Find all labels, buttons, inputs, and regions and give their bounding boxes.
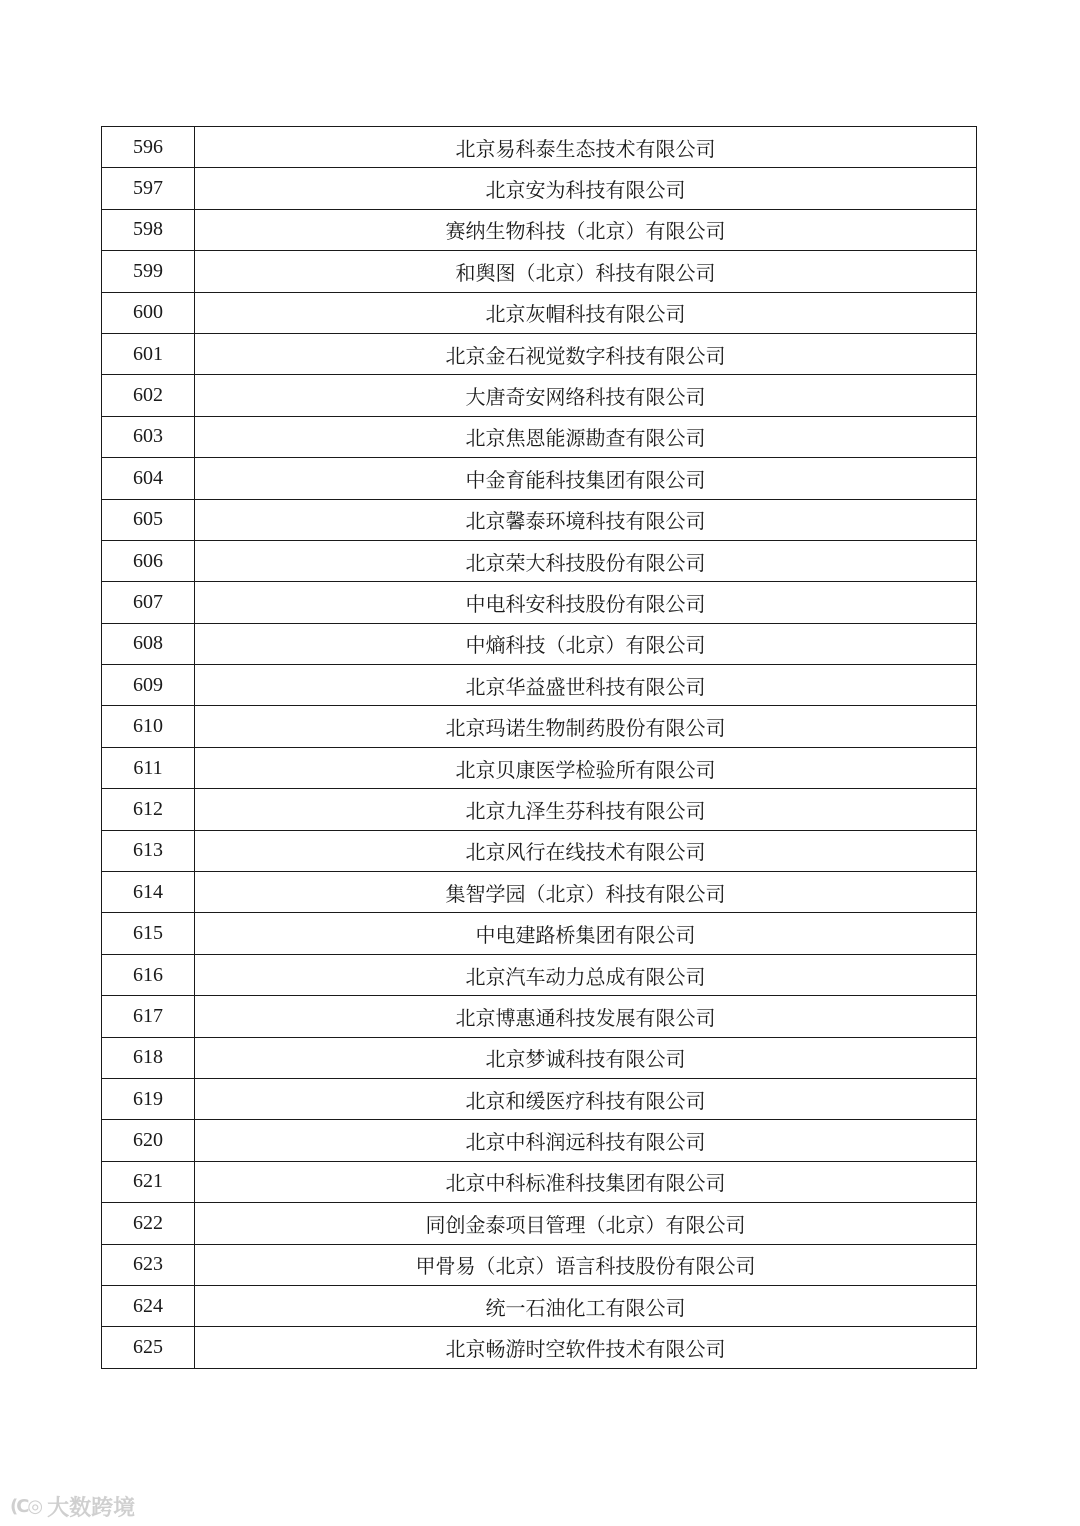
company-name: 和舆图（北京）科技有限公司 <box>195 251 977 292</box>
watermark-text: 大数跨境 <box>47 1496 136 1521</box>
table-row <box>102 127 977 168</box>
company-name: 北京易科泰生态技术有限公司 <box>195 127 977 168</box>
table-row <box>102 1203 977 1244</box>
row-number: 600 <box>102 292 195 333</box>
company-name: 北京梦诚科技有限公司 <box>195 1037 977 1078</box>
company-name: 中电建路桥集团有限公司 <box>195 913 977 954</box>
row-number: 612 <box>102 789 195 830</box>
table-row <box>102 623 977 664</box>
row-number: 597 <box>102 168 195 209</box>
row-number: 614 <box>102 872 195 913</box>
row-number: 619 <box>102 1078 195 1119</box>
row-number: 620 <box>102 1120 195 1161</box>
table-row <box>102 458 977 499</box>
company-name: 北京风行在线技术有限公司 <box>195 830 977 871</box>
row-number: 607 <box>102 582 195 623</box>
row-number: 598 <box>102 209 195 250</box>
table-row <box>102 333 977 374</box>
company-name: 北京中科标准科技集团有限公司 <box>195 1161 977 1202</box>
table-row <box>102 209 977 250</box>
company-name: 北京九泽生芬科技有限公司 <box>195 789 977 830</box>
company-name: 北京玛诺生物制药股份有限公司 <box>195 706 977 747</box>
row-number: 610 <box>102 706 195 747</box>
company-name: 北京安为科技有限公司 <box>195 168 977 209</box>
row-number: 617 <box>102 996 195 1037</box>
table-row <box>102 292 977 333</box>
row-number: 609 <box>102 665 195 706</box>
table-row <box>102 1078 977 1119</box>
table-row <box>102 747 977 788</box>
table-row <box>102 540 977 581</box>
company-name: 北京荣大科技股份有限公司 <box>195 540 977 581</box>
company-name: 北京贝康医学检验所有限公司 <box>195 747 977 788</box>
row-number: 599 <box>102 251 195 292</box>
row-number: 608 <box>102 623 195 664</box>
company-name: 北京中科润远科技有限公司 <box>195 1120 977 1161</box>
table-row <box>102 416 977 457</box>
company-name: 北京畅游时空软件技术有限公司 <box>195 1327 977 1368</box>
table-row <box>102 168 977 209</box>
company-name: 同创金泰项目管理（北京）有限公司 <box>195 1203 977 1244</box>
company-name: 北京华益盛世科技有限公司 <box>195 665 977 706</box>
row-number: 611 <box>102 747 195 788</box>
table-row <box>102 1037 977 1078</box>
company-name: 北京焦恩能源勘查有限公司 <box>195 416 977 457</box>
table-row <box>102 251 977 292</box>
table-row <box>102 706 977 747</box>
row-number: 622 <box>102 1203 195 1244</box>
company-name: 中电科安科技股份有限公司 <box>195 582 977 623</box>
table-row <box>102 913 977 954</box>
table-body <box>102 127 977 1369</box>
company-list-table <box>101 126 977 1369</box>
table-row <box>102 1244 977 1285</box>
company-name: 集智学园（北京）科技有限公司 <box>195 872 977 913</box>
row-number: 623 <box>102 1244 195 1285</box>
company-name: 北京金石视觉数字科技有限公司 <box>195 333 977 374</box>
company-name: 统一石油化工有限公司 <box>195 1285 977 1326</box>
table-row <box>102 665 977 706</box>
table-row <box>102 499 977 540</box>
row-number: 604 <box>102 458 195 499</box>
table-row <box>102 1285 977 1326</box>
row-number: 601 <box>102 333 195 374</box>
table-row <box>102 1327 977 1368</box>
company-name: 赛纳生物科技（北京）有限公司 <box>195 209 977 250</box>
row-number: 602 <box>102 375 195 416</box>
table-row <box>102 954 977 995</box>
table-row <box>102 1120 977 1161</box>
company-name: 北京灰帽科技有限公司 <box>195 292 977 333</box>
ic-logo-icon: (C◎ <box>10 1496 42 1517</box>
table-row <box>102 375 977 416</box>
row-number: 603 <box>102 416 195 457</box>
table-row <box>102 996 977 1037</box>
row-number: 621 <box>102 1161 195 1202</box>
table-row <box>102 582 977 623</box>
table-row <box>102 1161 977 1202</box>
company-name: 中金育能科技集团有限公司 <box>195 458 977 499</box>
table-row <box>102 789 977 830</box>
row-number: 625 <box>102 1327 195 1368</box>
row-number: 616 <box>102 954 195 995</box>
row-number: 605 <box>102 499 195 540</box>
company-name: 中熵科技（北京）有限公司 <box>195 623 977 664</box>
row-number: 606 <box>102 540 195 581</box>
watermark <box>10 1491 135 1522</box>
company-name: 北京和缓医疗科技有限公司 <box>195 1078 977 1119</box>
company-name: 北京博惠通科技发展有限公司 <box>195 996 977 1037</box>
row-number: 613 <box>102 830 195 871</box>
row-number: 615 <box>102 913 195 954</box>
company-name: 甲骨易（北京）语言科技股份有限公司 <box>195 1244 977 1285</box>
row-number: 618 <box>102 1037 195 1078</box>
row-number: 596 <box>102 127 195 168</box>
company-name: 北京汽车动力总成有限公司 <box>195 954 977 995</box>
company-name: 北京馨泰环境科技有限公司 <box>195 499 977 540</box>
table-row <box>102 830 977 871</box>
table-row <box>102 872 977 913</box>
company-name: 大唐奇安网络科技有限公司 <box>195 375 977 416</box>
row-number: 624 <box>102 1285 195 1326</box>
